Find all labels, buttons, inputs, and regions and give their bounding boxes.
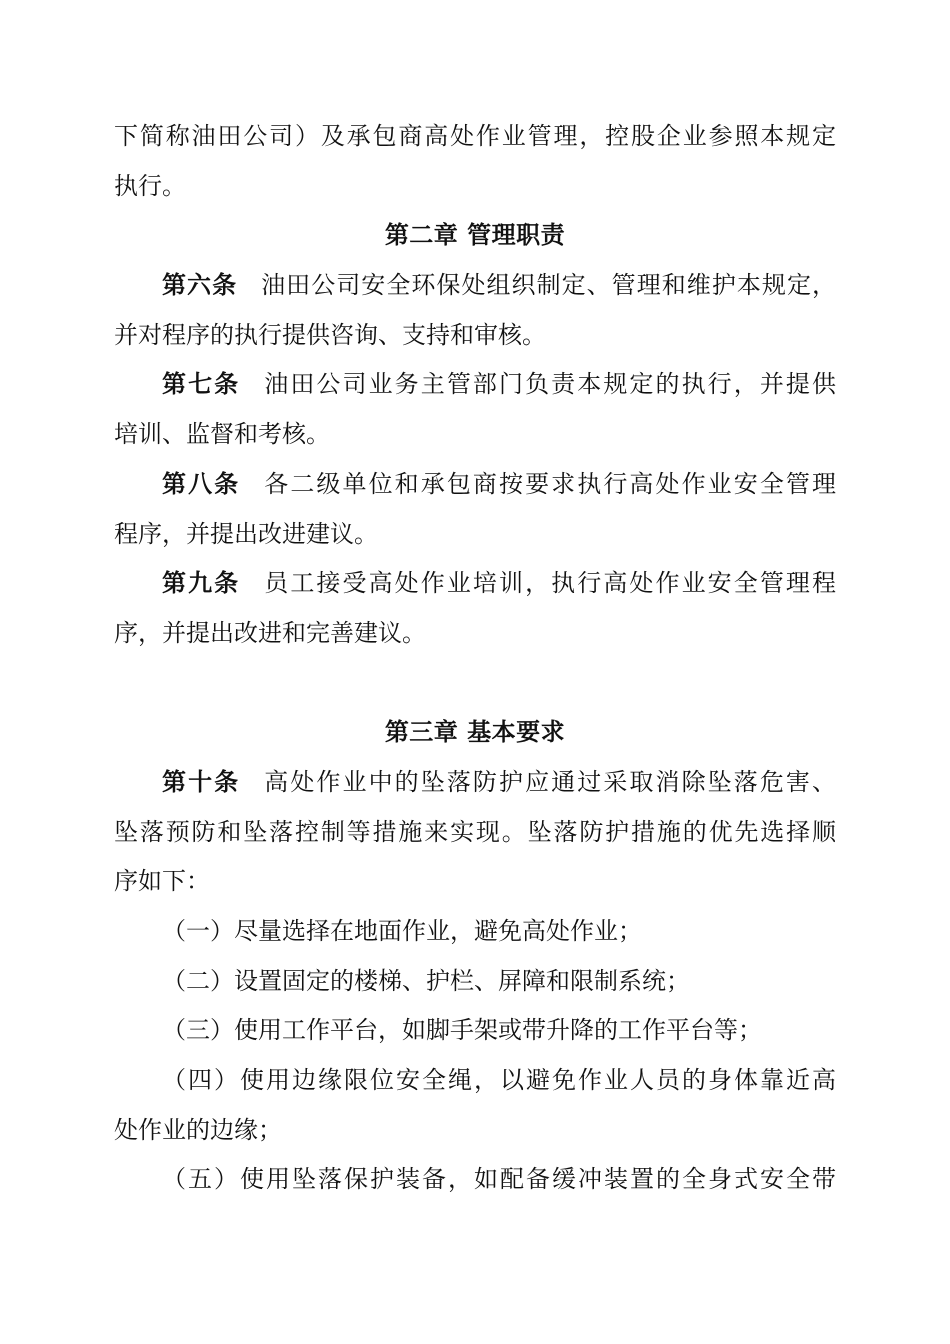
list-item-1: （一）尽量选择在地面作业，避免高处作业； bbox=[162, 917, 642, 945]
article-9-line-1 bbox=[114, 563, 836, 603]
article-9-text: 员工接受高处作业培训，执行高处作业安全管理程 bbox=[264, 569, 836, 597]
article-8-line-1 bbox=[114, 464, 836, 504]
article-10-line-2: 坠落预防和坠落控制等措施来实现。坠落防护措施的优先选择顺 bbox=[114, 818, 836, 846]
article-6-line-2: 并对程序的执行提供咨询、支持和审核。 bbox=[114, 321, 546, 349]
article-7-label: 第七条 bbox=[162, 370, 241, 398]
list-item-3: （三）使用工作平台，如脚手架或带升降的工作平台等； bbox=[162, 1016, 762, 1044]
list-item-2: （二）设置固定的楼梯、护栏、屏障和限制系统； bbox=[162, 967, 690, 995]
article-7-line-1 bbox=[114, 364, 836, 404]
article-8-label: 第八条 bbox=[162, 470, 241, 498]
article-7-text: 油田公司业务主管部门负责本规定的执行，并提供 bbox=[264, 370, 836, 398]
article-6-label: 第六条 bbox=[162, 271, 238, 299]
chapter-2-title: 第二章 管理职责 bbox=[384, 220, 566, 249]
article-8-text: 各二级单位和承包商按要求执行高处作业安全管理 bbox=[264, 470, 836, 498]
article-7-line-2: 培训、监督和考核。 bbox=[114, 420, 330, 448]
article-9-label: 第九条 bbox=[162, 569, 241, 597]
chapter-3-title: 第三章 基本要求 bbox=[384, 717, 566, 746]
intro-line-2: 执行。 bbox=[114, 172, 186, 200]
article-10-line-1 bbox=[114, 762, 836, 802]
article-6-text: 油田公司安全环保处组织制定、管理和维护本规定， bbox=[261, 271, 837, 299]
article-8-line-2: 程序，并提出改进建议。 bbox=[114, 520, 378, 548]
article-10-label: 第十条 bbox=[162, 768, 241, 796]
intro-line-1: 下简称油田公司）及承包商高处作业管理，控股企业参照本规定 bbox=[114, 122, 836, 150]
article-10-text: 高处作业中的坠落防护应通过采取消除坠落危害、 bbox=[264, 768, 836, 796]
list-item-4-line-2: 处作业的边缘； bbox=[114, 1116, 282, 1144]
list-item-5: （五）使用坠落保护装备，如配备缓冲装置的全身式安全带 bbox=[162, 1165, 836, 1193]
article-9-line-2: 序，并提出改进和完善建议。 bbox=[114, 619, 426, 647]
article-10-line-3: 序如下： bbox=[114, 867, 210, 895]
list-item-4-line-1: （四）使用边缘限位安全绳，以避免作业人员的身体靠近高 bbox=[162, 1066, 836, 1094]
article-6-line-1 bbox=[114, 265, 836, 305]
